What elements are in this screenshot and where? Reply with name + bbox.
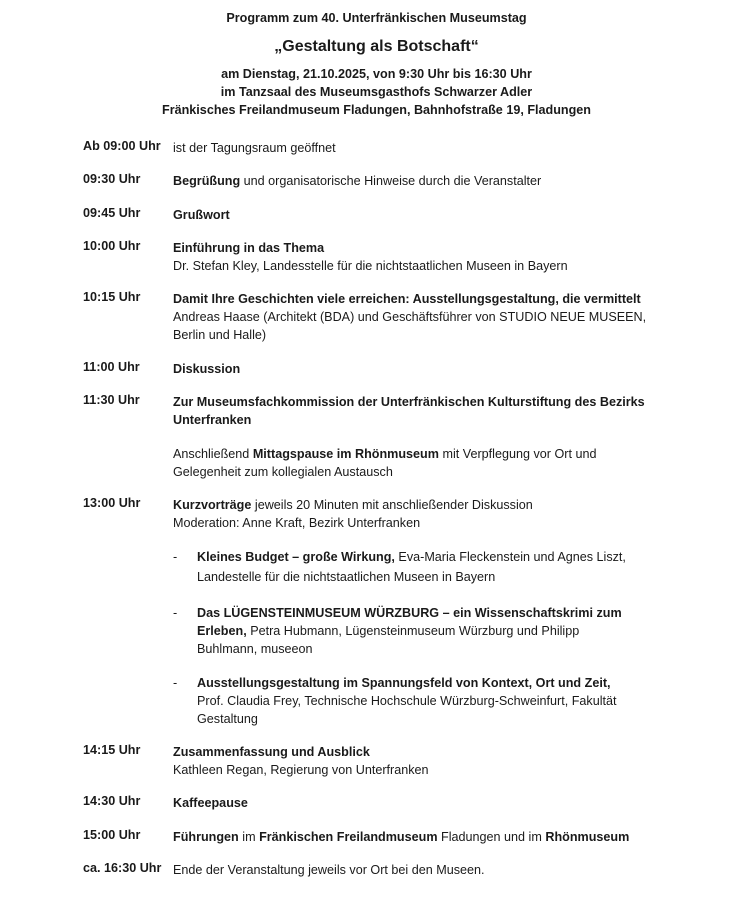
schedule-time: ca. 16:30 Uhr [83, 861, 162, 875]
schedule-title: Mittagspause im Rhönmuseum [252, 447, 439, 461]
schedule-text: ist der Tagungsraum geöffnet [173, 141, 336, 155]
schedule-title: Damit Ihre Geschichten viele erreichen: Ausstellungsgestaltung, die vermittelt [173, 292, 641, 306]
talk-title: Kleines Budget – große Wirkung, [197, 550, 395, 564]
schedule-time: 14:30 Uhr [83, 794, 141, 808]
event-title: „Gestaltung als Botschaft“ [274, 38, 479, 55]
schedule-title: Kurzvorträge [173, 498, 252, 512]
schedule-time: 14:15 Uhr [83, 743, 141, 757]
schedule-time: 13:00 Uhr [83, 496, 141, 510]
schedule-time: 09:45 Uhr [83, 206, 141, 220]
bullet-dash: - [173, 676, 178, 690]
program-heading: Programm zum 40. Unterfränkischen Museumstag [226, 11, 527, 25]
schedule-time: 10:15 Uhr [83, 290, 141, 304]
bullet-dash: - [173, 550, 178, 564]
schedule-text: Gelegenheit zum kollegialen Austausch [173, 465, 393, 479]
schedule-speaker: Andreas Haase (Architekt (BDA) und Geschäftsführer von STUDIO NEUE MUSEEN, [173, 310, 647, 324]
schedule-title: Zusammenfassung und Ausblick [173, 745, 370, 759]
schedule-location: Rhönmuseum [545, 830, 630, 844]
talk-speaker: Gestaltung [197, 712, 258, 726]
schedule-speaker: Dr. Stefan Kley, Landesstelle für die nichtstaatlichen Museen in Bayern [173, 259, 568, 273]
talk-title: Das LÜGENSTEINMUSEUM WÜRZBURG – ein Wissenschaftskrimi zum [197, 606, 622, 620]
schedule-speaker: Berlin und Halle) [173, 328, 267, 342]
schedule-text: Fladungen und im [437, 830, 546, 844]
talk-speaker: Buhlmann, museeon [197, 642, 313, 656]
schedule-text: Anschließend [173, 447, 253, 461]
event-venue: im Tanzsaal des Museumsgasthofs Schwarzer Adler [220, 85, 533, 99]
bullet-dash: - [173, 606, 178, 620]
schedule-text: jeweils 20 Minuten mit anschließender Diskussion [251, 498, 533, 512]
schedule-time: 11:30 Uhr [83, 393, 140, 407]
talk-speaker: Prof. Claudia Frey, Technische Hochschule Würzburg-Schweinfurt, Fakultät [197, 694, 617, 708]
event-address: Fränkisches Freilandmuseum Fladungen, Bahnhofstraße 19, Fladungen [162, 103, 591, 117]
schedule-title: Zur Museumsfachkommission der Unterfränkischen Kulturstiftung des Bezirks [173, 395, 645, 409]
schedule-time: Ab 09:00 Uhr [83, 139, 161, 153]
schedule-speaker: Kathleen Regan, Regierung von Unterfranken [173, 763, 429, 777]
schedule-location: Fränkischen Freilandmuseum [259, 830, 438, 844]
event-date: am Dienstag, 21.10.2025, von 9:30 Uhr bis 16:30 Uhr [221, 67, 532, 81]
schedule-text: Ende der Veranstaltung jeweils vor Ort bei den Museen. [173, 863, 485, 877]
schedule-title: Diskussion [173, 362, 241, 376]
schedule-title: Unterfranken [173, 413, 252, 427]
talk-speaker: Eva-Maria Fleckenstein und Agnes Liszt, [394, 550, 626, 564]
schedule-time: 10:00 Uhr [83, 239, 141, 253]
talk-speaker: Landestelle für die nichtstaatlichen Museen in Bayern [197, 570, 496, 584]
talk-title: Erleben, [197, 624, 247, 638]
schedule-text: mit Verpflegung vor Ort und [438, 447, 597, 461]
talk-speaker: Petra Hubmann, Lügensteinmuseum Würzburg und Philipp [246, 624, 580, 638]
talk-title: Ausstellungsgestaltung im Spannungsfeld von Kontext, Ort und Zeit, [197, 676, 611, 690]
schedule-title: Führungen [173, 830, 239, 844]
schedule-title: Begrüßung [173, 174, 241, 188]
schedule-title: Kaffeepause [173, 796, 248, 810]
schedule-time: 09:30 Uhr [83, 172, 141, 186]
schedule-moderation: Moderation: Anne Kraft, Bezirk Unterfranken [173, 516, 421, 530]
schedule-text: im [238, 830, 260, 844]
schedule-time: 15:00 Uhr [83, 828, 141, 842]
schedule-text: und organisatorische Hinweise durch die Veranstalter [240, 174, 542, 188]
schedule-title: Grußwort [173, 208, 230, 222]
schedule-time: 11:00 Uhr [83, 360, 140, 374]
schedule-title: Einführung in das Thema [173, 241, 325, 255]
